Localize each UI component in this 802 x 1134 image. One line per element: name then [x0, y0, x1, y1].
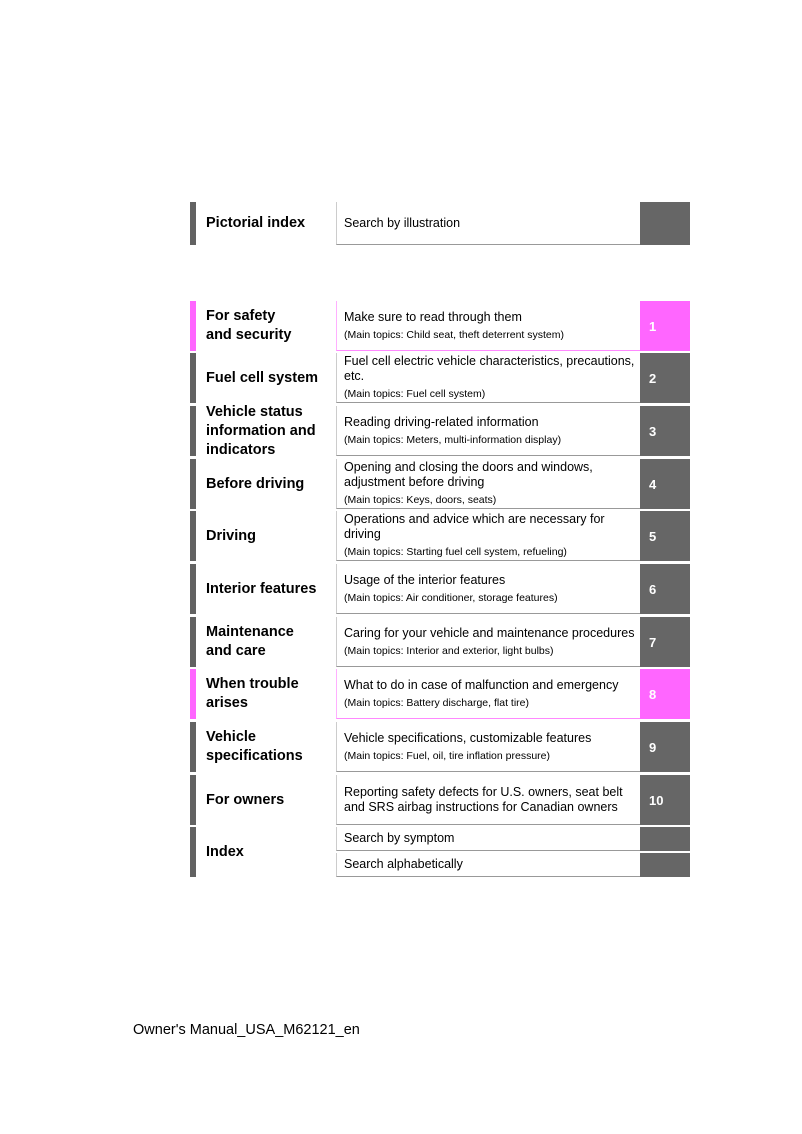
- chapter-row-8[interactable]: [190, 669, 690, 719]
- chapter-number-tab[interactable]: 10: [640, 775, 690, 825]
- chapter-number-tab[interactable]: 7: [640, 617, 690, 667]
- section-topics: (Main topics: Fuel cell system): [344, 388, 486, 400]
- section-title: For owners: [206, 791, 285, 808]
- section-tab[interactable]: [640, 827, 690, 851]
- chapter-row-3[interactable]: [190, 403, 690, 458]
- section-topics: (Main topics: Battery discharge, flat tire): [344, 696, 529, 709]
- chapter-number-tab[interactable]: 2: [640, 353, 690, 403]
- section-title: Maintenance and care: [206, 624, 294, 659]
- chapter-row-2[interactable]: [190, 353, 690, 403]
- section-bar: [190, 722, 196, 772]
- chapter-row-7[interactable]: [190, 617, 690, 667]
- section-bar: [190, 459, 196, 509]
- section-description: Opening and closing the doors and windows, adjustment before driving: [344, 460, 593, 489]
- index-item-label: Search by symptom: [344, 831, 455, 845]
- section-topics: (Main topics: Interior and exterior, light bulbs): [344, 644, 554, 657]
- section-description: Make sure to read through them: [344, 309, 522, 324]
- section-description-box: [336, 669, 640, 719]
- section-description: Vehicle specifications, customizable features: [344, 730, 592, 745]
- section-title: Pictorial index: [206, 215, 306, 231]
- chapter-number-tab[interactable]: 1: [640, 301, 690, 351]
- section-topics: (Main topics: Child seat, theft deterrent system): [344, 328, 565, 341]
- section-description-box: [336, 202, 640, 245]
- section-description-box: [336, 406, 640, 456]
- chapter-row-6[interactable]: [190, 564, 690, 614]
- section-description-box: [336, 564, 640, 614]
- chapter-number-tab[interactable]: 8: [640, 669, 690, 719]
- section-title: For safety and security: [206, 308, 292, 343]
- index-search-by-symptom[interactable]: [336, 827, 690, 851]
- section-description-box: [336, 827, 640, 851]
- chapter-row-1[interactable]: [190, 301, 690, 351]
- section-title: Index: [206, 843, 244, 860]
- section-bar: [190, 775, 196, 825]
- section-description-box: [336, 301, 640, 351]
- section-description: Caring for your vehicle and maintenance procedures: [344, 625, 635, 640]
- section-description: What to do in case of malfunction and emergency: [344, 677, 619, 692]
- section-bar: [190, 511, 196, 561]
- section-title: Fuel cell system: [206, 369, 319, 386]
- chapter-number-tab[interactable]: 3: [640, 406, 690, 456]
- section-description: Search by illustration: [344, 215, 461, 230]
- index-search-alphabetically[interactable]: [336, 853, 690, 877]
- section-title: Interior features: [206, 580, 317, 597]
- chapter-number-tab[interactable]: 5: [640, 511, 690, 561]
- section-description: Fuel cell electric vehicle characteristics, precautions, etc.: [344, 354, 635, 383]
- section-description: Usage of the interior features: [344, 572, 506, 587]
- section-topics: (Main topics: Air conditioner, storage features): [344, 591, 558, 604]
- index-item-label: Search alphabetically: [344, 857, 463, 871]
- section-bar: [190, 301, 196, 351]
- section-description-box: [336, 853, 640, 877]
- section-bar: [190, 564, 196, 614]
- section-description: Reporting safety defects for U.S. owners, seat belt and SRS airbag instructions for Canadian owners: [344, 784, 623, 814]
- chapter-row-10[interactable]: [190, 775, 690, 825]
- section-description-box: [336, 617, 640, 667]
- section-bar: [190, 669, 196, 719]
- chapter-number-tab[interactable]: 6: [640, 564, 690, 614]
- section-topics: (Main topics: Meters, multi-information display): [344, 433, 562, 446]
- chapter-row-4[interactable]: [190, 459, 690, 509]
- index-row: [190, 827, 690, 877]
- footer-text: Owner's Manual_USA_M62121_en: [133, 1022, 360, 1038]
- section-title: Vehicle specifications: [206, 729, 303, 764]
- section-tab[interactable]: [640, 202, 690, 245]
- section-description-box: [336, 775, 640, 825]
- section-bar: [190, 406, 196, 456]
- section-description: Operations and advice which are necessary for driving: [344, 512, 605, 541]
- section-bar: [190, 202, 196, 245]
- section-title: Vehicle status information and indicators: [206, 403, 316, 458]
- section-description-box: [336, 511, 640, 561]
- chapter-row-9[interactable]: [190, 722, 690, 772]
- section-description-box: [336, 459, 640, 509]
- section-title: Before driving: [206, 475, 305, 492]
- chapter-number-tab[interactable]: 9: [640, 722, 690, 772]
- chapter-number-tab[interactable]: 4: [640, 459, 690, 509]
- section-topics: (Main topics: Fuel, oil, tire inflation pressure): [344, 749, 550, 762]
- section-description-box: [336, 353, 640, 403]
- section-title: Driving: [206, 527, 256, 544]
- chapter-row-5[interactable]: [190, 511, 690, 561]
- section-description-box: [336, 722, 640, 772]
- section-topics: (Main topics: Starting fuel cell system, refueling): [344, 546, 567, 558]
- section-title: When trouble arises: [206, 676, 299, 711]
- section-bar: [190, 617, 196, 667]
- section-bar: [190, 353, 196, 403]
- section-description: Reading driving-related information: [344, 414, 539, 429]
- section-tab[interactable]: [640, 853, 690, 877]
- pictorial-index-row[interactable]: [190, 202, 690, 245]
- section-topics: (Main topics: Keys, doors, seats): [344, 494, 497, 506]
- section-bar: [190, 827, 196, 877]
